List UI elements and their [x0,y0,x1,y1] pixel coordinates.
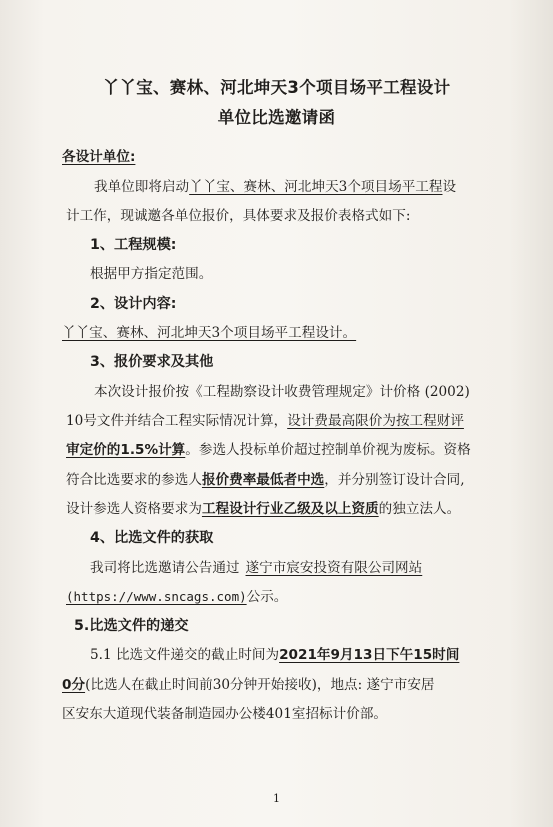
qualification-underlined: 工程设计行业乙级及以上资质 [201,501,379,517]
section-2-body: 丫丫宝、赛林、河北坤天3个项目场平工程设计。 [62,325,357,341]
document-title-line1: 丫丫宝、赛林、河北坤天3个项目场平工程设计 [102,78,451,97]
section-3-line-5-a: 设计参选人资格要求为 [66,501,202,517]
section-5-line-2-b: (比选人在截止时间前30分钟开始接收)，地点: 遂宁市安居 [85,677,435,693]
section-3-line-4-b: ，并分别签订设计合同, [324,472,465,488]
section-4-line-2-b: 公示。 [246,589,288,605]
intro-line-2: 计工作，现诚邀各单位报价，具体要求及报价表格式如下: [66,208,411,224]
project-name-underlined: 丫丫宝、赛林、河北坤天3个项目场平工程 [189,179,443,195]
section-1-body: 根据甲方指定范围。 [90,266,213,282]
document-title-line2: 单位比选邀请函 [217,108,336,127]
section-5-line-2 [62,675,435,695]
website-name-underlined: 遂宁市宸安投资有限公司网站 [245,560,423,576]
section-4-heading: 4、比选文件的获取 [90,530,214,546]
section-3-line-4-a: 符合比选要求的参选人 [66,472,202,488]
section-3-line-3 [66,440,471,460]
section-3-line-3-b: 。参选人投标单价超过控制单价视为废标。资格 [185,442,471,458]
section-3-line-4 [66,470,465,490]
intro-line-1 [94,177,456,197]
fee-cap-underlined: 设计费最高限价为按工程财评 [287,413,464,429]
lowest-bid-underlined: 报价费率最低者中选 [201,472,325,488]
section-5-heading: 5.比选文件的递交 [74,618,189,634]
section-3-heading: 3、报价要求及其他 [90,354,214,370]
section-5-line-1-a: 5.1 比选文件递交的截止时间为 [90,647,280,663]
section-3-line-2-a: 10号文件并结合工程实际情况计算， [66,413,288,429]
section-3-line-2 [66,411,464,431]
section-5-line-3: 区安东大道现代装备制造园办公楼401室招标计价部。 [62,706,388,722]
intro-text-b: 设 [442,179,457,195]
fee-rate-underlined: 审定价的1.5%计算 [66,442,186,458]
section-4-line-1 [90,558,422,578]
section-4-line-2 [66,587,287,607]
section-2-heading: 2、设计内容: [90,296,177,312]
page-number: 1 [273,792,280,805]
salutation: 各设计单位: [62,149,136,165]
section-3-line-5-b: 的独立法人。 [378,501,461,517]
section-3-line-5 [66,499,460,519]
website-url-link[interactable]: (https://www.sncags.com) [66,589,247,604]
deadline-minute-underlined: 0分 [62,677,86,693]
intro-text-a: 我单位即将启动 [94,179,190,195]
section-1-heading: 1、工程规模: [90,237,177,253]
section-3-line-1: 本次设计报价按《工程勘察设计收费管理规定》计价格 (2002) [94,384,470,400]
section-5-line-1 [90,645,459,665]
section-4-line-1-a: 我司将比选邀请公告通过 [90,560,240,576]
deadline-underlined: 2021年9月13日下午15时间 [279,647,460,663]
